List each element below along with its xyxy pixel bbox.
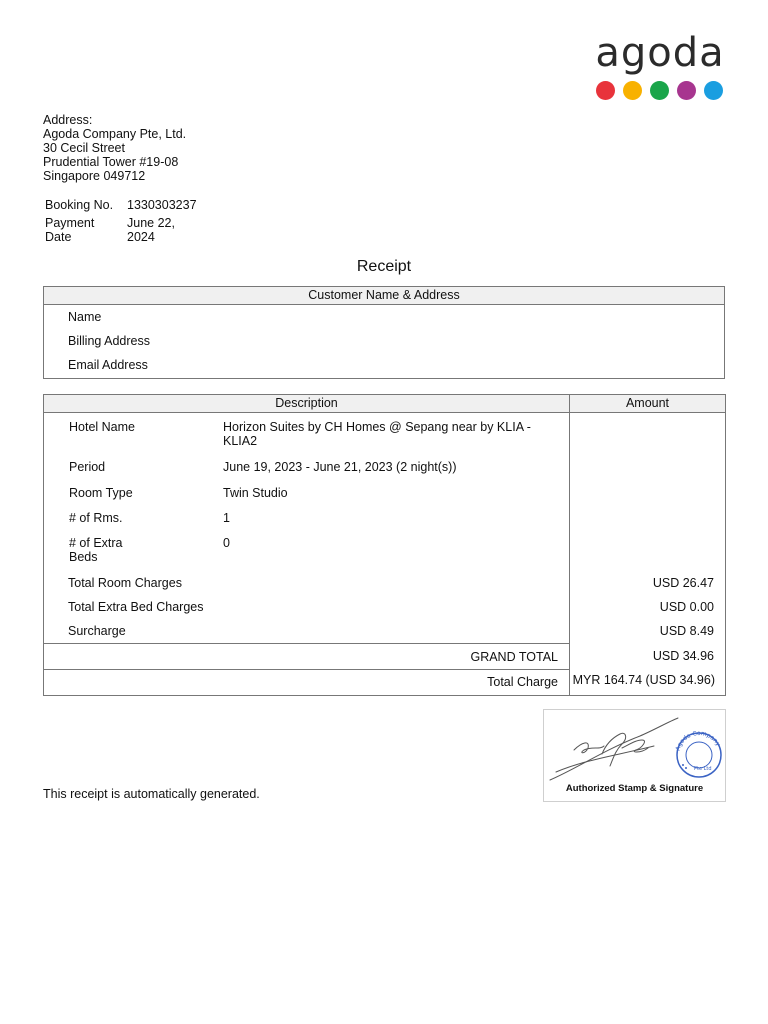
rooms-value: 1 — [223, 511, 230, 525]
logo-dot-yellow — [623, 81, 642, 100]
amount-header: Amount — [570, 395, 725, 413]
total-extra-bed-amount: USD 0.00 — [659, 600, 714, 614]
logo-dot-red — [596, 81, 615, 100]
customer-header: Customer Name & Address — [44, 287, 724, 305]
stamp-caption: Authorized Stamp & Signature — [565, 783, 704, 794]
total-charge-label: Total Charge — [487, 675, 558, 689]
page-title: Receipt — [356, 258, 412, 275]
address-line: 30 Cecil Street — [43, 141, 125, 155]
column-divider — [569, 412, 570, 695]
auto-generated-note: This receipt is automatically generated. — [43, 787, 260, 801]
stamp-signature-box — [543, 709, 726, 802]
total-charge-amount: MYR 164.74 (USD 34.96) — [572, 673, 715, 687]
address-line: Singapore 049712 — [43, 169, 146, 183]
company-address — [43, 113, 186, 183]
booking-no-label: Booking No. — [45, 198, 114, 212]
row-divider — [44, 643, 569, 644]
room-type-value: Twin Studio — [223, 486, 288, 500]
signature-image — [544, 710, 725, 782]
surcharge-amount: USD 8.49 — [659, 624, 714, 638]
company-seal — [675, 730, 722, 777]
room-type-label: Room Type — [69, 486, 133, 500]
charges-table — [43, 394, 726, 696]
row-divider — [44, 669, 569, 670]
total-extra-bed-label: Total Extra Bed Charges — [68, 600, 204, 614]
rooms-label: # of Rms. — [69, 511, 123, 525]
hotel-name-value: Horizon Suites by CH Homes @ Sepang near by KLIA - KLIA2 — [223, 420, 531, 448]
logo-dot-green — [650, 81, 669, 100]
surcharge-label: Surcharge — [68, 624, 126, 638]
customer-name-label: Name — [68, 310, 102, 324]
description-header: Description — [44, 395, 570, 413]
hotel-name-label: Hotel Name — [69, 420, 135, 434]
grand-total-amount: USD 34.96 — [652, 649, 714, 663]
customer-section — [43, 286, 725, 379]
booking-info — [43, 197, 199, 245]
period-label: Period — [69, 460, 106, 474]
svg-text:Pte Ltd: Pte Ltd — [694, 766, 712, 772]
total-room-charges-label: Total Room Charges — [68, 576, 182, 590]
total-room-charges-amount: USD 26.47 — [652, 576, 714, 590]
agoda-logo — [592, 30, 728, 102]
address-line: Prudential Tower #19-08 — [43, 155, 179, 169]
billing-address-label: Billing Address — [68, 334, 150, 348]
extra-beds-label: # of Extra Beds — [69, 536, 123, 564]
logo-dot-purple — [677, 81, 696, 100]
address-line: Agoda Company Pte, Ltd. — [43, 127, 187, 141]
svg-text:Agoda Company: Agoda Company — [674, 729, 722, 752]
payment-date-value: June 22, 2024 — [127, 216, 175, 244]
payment-date-label: Payment Date — [45, 216, 95, 244]
logo-wordmark: agoda — [595, 30, 725, 76]
period-value: June 19, 2023 - June 21, 2023 (2 night(s)) — [223, 460, 457, 474]
email-address-label: Email Address — [68, 358, 148, 372]
grand-total-label: GRAND TOTAL — [470, 650, 558, 664]
extra-beds-value: 0 — [223, 536, 230, 550]
address-label: Address: — [43, 113, 93, 127]
booking-no-value: 1330303237 — [127, 198, 197, 212]
logo-dot-blue — [704, 81, 723, 100]
